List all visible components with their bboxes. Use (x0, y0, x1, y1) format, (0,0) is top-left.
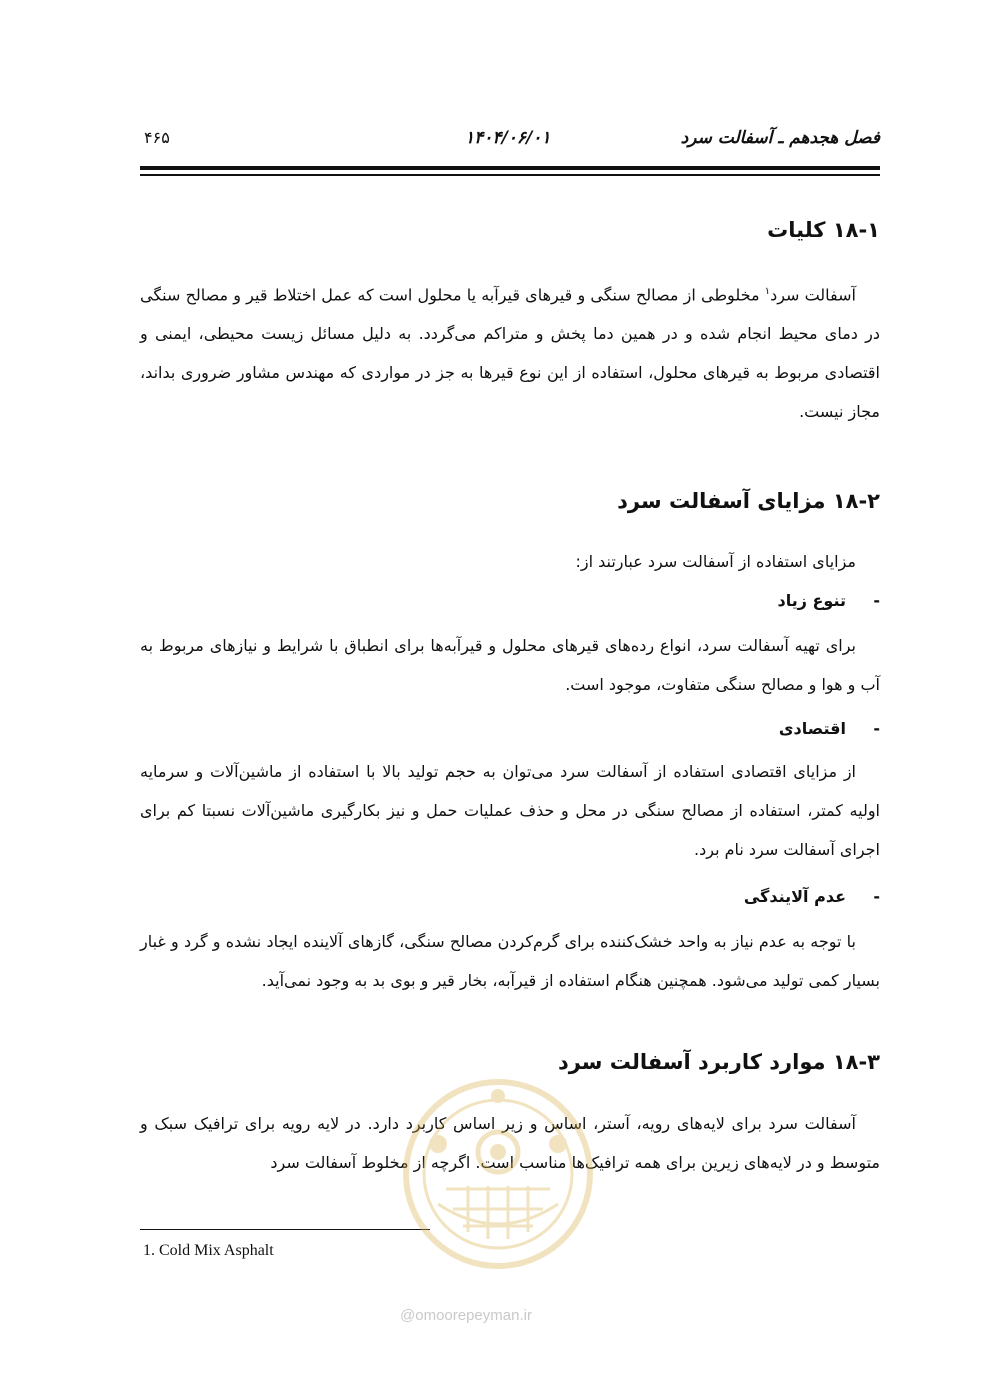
bullet-economic-text: از مزایای اقتصادی استفاده از آسفالت سرد می‌توان به حجم تولید بالا با استفاده از ماشین‌آلات و سرمایه اولیه کمتر، استفاده از مصالح سنگی در محل و حذف عملیات حمل و نیز بکارگیری ماشین‌آلات نسبتا کم برای اجرای آسفالت سرد نام برد. (140, 762, 880, 859)
bullet-non-polluting (140, 887, 880, 906)
section-heading-advantages: ۱۸-۲ مزایای آسفالت سرد (617, 489, 880, 513)
section-heading-general: ۱۸-۱ کلیات (767, 218, 880, 242)
section-paragraph-applications: آسفالت سرد برای لایه‌های رویه، آستر، اساس و زیر اساس کاربرد دارد. در لایه رویه برای ترافیک سبک و متوسط و در لایه‌های زیرین برای همه ترافیک‌ها مناسب است. اگرچه از مخلوط آسفالت سرد (140, 1114, 880, 1172)
watermark-site: @omoorepeyman.ir (400, 1307, 532, 1324)
running-header (140, 128, 880, 158)
header-date: ۱۴۰۴/۰۶/۰۱ (465, 128, 551, 148)
header-rule-thin (140, 174, 880, 176)
bullet-variety-text: برای تهیه آسفالت سرد، انواع رده‌های قیرهای محلول و قیرآبه‌ها برای انطباق با شرایط و نیازهای مربوط به آب و هوا و مصالح سنگی متفاوت، موجود است. (140, 636, 880, 694)
page-number: ۴۶۵ (144, 128, 170, 147)
section-heading-applications: ۱۸-۳ موارد کاربرد آسفالت سرد (557, 1050, 880, 1074)
bullet-title: تنوع زیاد (777, 591, 846, 610)
bullet-dash: - (873, 887, 880, 906)
advantages-intro: مزایای استفاده از آسفالت سرد عبارتند از: (575, 552, 856, 571)
bullet-title: عدم آلایندگی (743, 887, 846, 906)
bullet-economic (140, 719, 880, 738)
bullet-dash: - (873, 719, 880, 738)
chapter-title: فصل هجدهم ـ آسفالت سرد (680, 128, 880, 148)
paragraph-lead: آسفالت سرد (770, 285, 856, 305)
bullet-dash: - (873, 591, 880, 610)
footnote-text: 1. Cold Mix Asphalt (143, 1242, 274, 1259)
section-paragraph-general (140, 272, 880, 431)
bullet-title: اقتصادی (778, 719, 846, 738)
footnote-rule (140, 1229, 430, 1230)
header-rule-thick (140, 166, 880, 170)
footnote-marker[interactable]: ۱ (764, 286, 771, 297)
bullet-non-polluting-text: با توجه به عدم نیاز به واحد خشک‌کننده برای گرم‌کردن مصالح سنگی، گازهای آلاینده ایجاد نشده و گرد و غبار بسیار کمی تولید می‌شود. همچنین هنگام استفاده از قیرآبه، بخار قیر و بوی بد به وجود نمی‌آید. (140, 932, 880, 990)
paragraph-rest: مخلوطی از مصالح سنگی و قیرهای قیرآبه یا محلول است که عمل اختلاط قیر و مصالح سنگی در دمای محیط انجام شده و در همین دما پخش و متراکم می‌گردد. به دلیل مسائل زیست محیطی، ایمنی و اقتصادی مربوط به قیرهای محلول، استفاده از این نوع قیرها به جز در مواردی که مهندس مشاور ضروری بداند، مجاز نیست. (140, 285, 880, 422)
watermark-logo (398, 1074, 598, 1274)
bullet-variety (140, 591, 880, 610)
